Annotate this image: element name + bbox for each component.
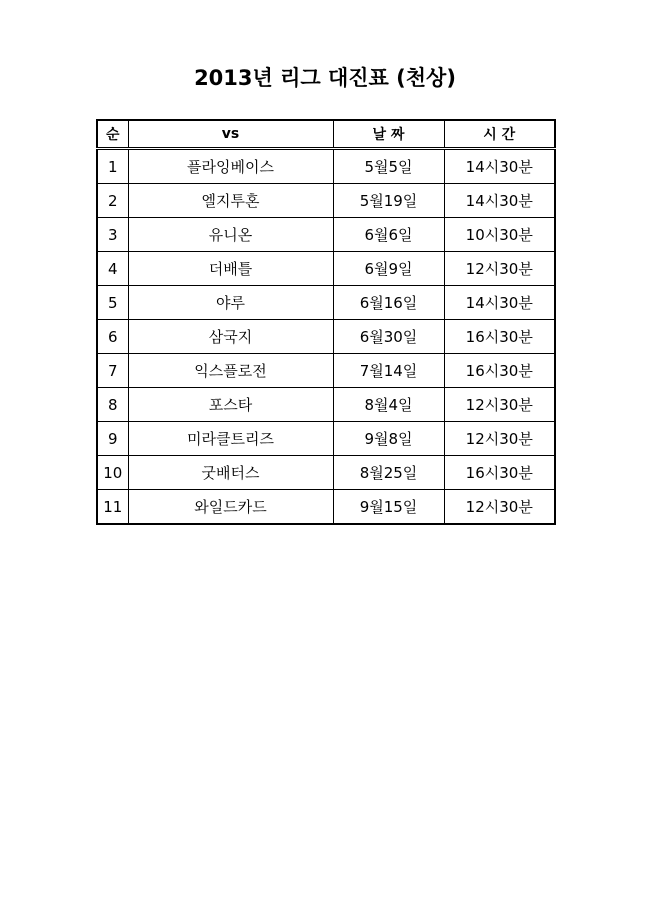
- cell-rank: 2: [97, 184, 128, 218]
- header-rank: 순: [97, 120, 128, 149]
- cell-rank: 3: [97, 218, 128, 252]
- page-title: 2013년 리그 대진표 (천상): [194, 66, 456, 90]
- cell-rank: 7: [97, 354, 128, 388]
- cell-date: 6월30일: [333, 320, 444, 354]
- header-date: 날 짜: [333, 120, 444, 149]
- cell-date: 5월19일: [333, 184, 444, 218]
- cell-rank: 4: [97, 252, 128, 286]
- cell-time: 12시30분: [444, 388, 555, 422]
- cell-rank: 6: [97, 320, 128, 354]
- table-row: [97, 422, 555, 456]
- cell-opponent: 엘지투혼: [128, 184, 333, 218]
- table-row: [97, 252, 555, 286]
- cell-opponent: 더배틀: [128, 252, 333, 286]
- cell-date: 6월6일: [333, 218, 444, 252]
- cell-time: 10시30분: [444, 218, 555, 252]
- table-row: [97, 388, 555, 422]
- cell-time: 16시30분: [444, 354, 555, 388]
- table-row: [97, 456, 555, 490]
- cell-opponent: 야루: [128, 286, 333, 320]
- cell-date: 7월14일: [333, 354, 444, 388]
- table-row: [97, 286, 555, 320]
- cell-date: 8월25일: [333, 456, 444, 490]
- table-row: [97, 490, 555, 525]
- schedule-table: [96, 119, 556, 525]
- cell-opponent: 와일드카드: [128, 490, 333, 525]
- cell-time: 12시30분: [444, 422, 555, 456]
- cell-date: 6월16일: [333, 286, 444, 320]
- cell-opponent: 플라잉베이스: [128, 149, 333, 184]
- cell-rank: 5: [97, 286, 128, 320]
- cell-date: 5월5일: [333, 149, 444, 184]
- cell-date: 9월8일: [333, 422, 444, 456]
- cell-date: 9월15일: [333, 490, 444, 525]
- cell-opponent: 유니온: [128, 218, 333, 252]
- cell-rank: 1: [97, 149, 128, 184]
- cell-date: 6월9일: [333, 252, 444, 286]
- cell-opponent: 미라클트리즈: [128, 422, 333, 456]
- cell-rank: 8: [97, 388, 128, 422]
- table-row: [97, 218, 555, 252]
- table-row: [97, 149, 555, 184]
- cell-rank: 9: [97, 422, 128, 456]
- cell-rank: 10: [97, 456, 128, 490]
- cell-time: 14시30분: [444, 286, 555, 320]
- cell-time: 16시30분: [444, 456, 555, 490]
- cell-time: 16시30분: [444, 320, 555, 354]
- header-time: 시 간: [444, 120, 555, 149]
- cell-time: 14시30분: [444, 184, 555, 218]
- table-row: [97, 354, 555, 388]
- cell-time: 12시30분: [444, 490, 555, 525]
- table-row: [97, 320, 555, 354]
- cell-opponent: 포스타: [128, 388, 333, 422]
- cell-opponent: 삼국지: [128, 320, 333, 354]
- header-opponent: vs: [128, 120, 333, 149]
- cell-rank: 11: [97, 490, 128, 525]
- cell-opponent: 굿배터스: [128, 456, 333, 490]
- cell-date: 8월4일: [333, 388, 444, 422]
- cell-time: 14시30분: [444, 149, 555, 184]
- cell-time: 12시30분: [444, 252, 555, 286]
- cell-opponent: 익스플로전: [128, 354, 333, 388]
- table-header-row: [97, 120, 555, 149]
- table-row: [97, 184, 555, 218]
